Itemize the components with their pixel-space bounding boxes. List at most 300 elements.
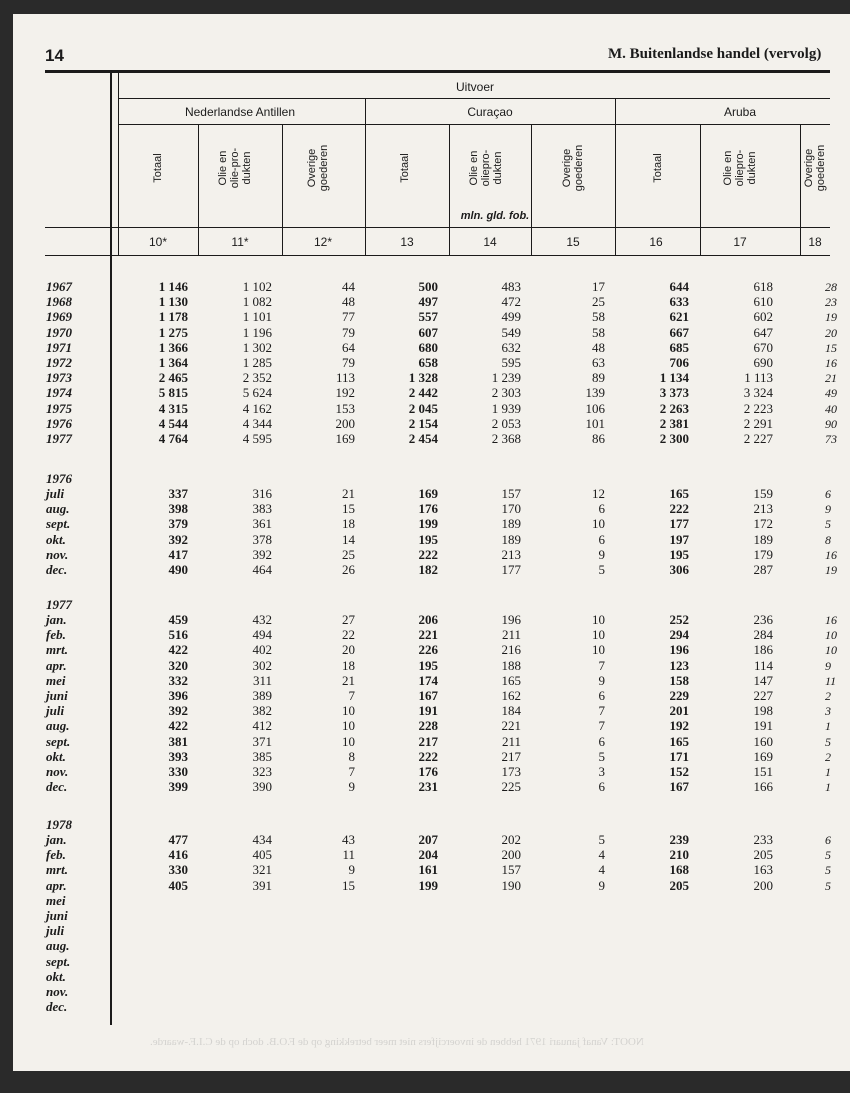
table-cell: 499 [501,309,521,325]
table-cell: 5 [598,832,605,847]
cut-off-column-value: 2 [825,689,831,703]
table-cell: 393 [168,748,188,764]
table-cell: 201 [669,703,689,719]
table-cell: 1 364 [158,355,188,370]
table-cell: 139 [585,385,605,401]
uitvoer-left-rule [118,72,119,255]
table-cell: 7 [348,688,355,703]
table-cell: 211 [501,627,521,643]
table-cell: 306 [669,562,689,577]
table-cell: 222 [669,501,689,517]
table-cell: 2 223 [743,400,773,416]
table-cell: 595 [501,355,521,370]
table-cell: 15 [342,877,355,893]
table-cell: 189 [501,531,521,547]
table-cell: 647 [753,324,773,340]
row-label: 1968 [46,294,72,310]
table-cell: 3 [598,764,605,779]
table-cell: 2 381 [659,415,689,431]
table-cell: 177 [669,516,689,532]
row-label: 1967 [46,279,72,294]
table-cell: 392 [168,531,188,547]
table-cell: 7 [598,657,605,673]
table-cell: 174 [418,672,438,688]
table-cell: 7 [598,703,605,719]
table-cell: 1 130 [158,294,188,310]
table-cell: 557 [418,309,438,325]
table-cell: 2 368 [491,431,521,446]
table-cell: 233 [753,832,773,847]
table-cell: 10 [592,627,605,643]
table-cell: 1 196 [242,324,272,340]
column-number: 13 [400,235,414,249]
table-cell: 191 [753,718,773,734]
row-label: sept. [46,516,71,532]
table-cell: 168 [669,862,689,878]
column-number: 14 [483,235,497,249]
table-cell: 417 [168,546,188,562]
table-cell: 392 [252,546,272,562]
table-cell: 11 [342,847,355,863]
header-unit: mln. gld. fob. [460,210,530,222]
table-cell: 610 [753,294,773,310]
table-cell: 10 [342,703,355,719]
table-cell: 390 [252,779,272,795]
table-cell: 43 [342,832,355,847]
table-cell: 382 [252,703,272,719]
table-cell: 176 [418,764,438,779]
table-cell: 1 082 [242,294,272,310]
row-label: 1972 [46,355,72,370]
cut-off-column-value: 5 [825,517,831,532]
table-cell: 516 [168,627,188,643]
column-number: 17 [733,235,747,249]
table-cell: 497 [418,294,438,310]
table-cell: 26 [342,562,355,577]
column-number: 18 [808,235,822,249]
table-cell: 162 [501,688,521,703]
table-cell: 706 [669,355,689,370]
header-aruba: Aruba [723,105,757,119]
table-cell: 199 [418,877,438,893]
table-cell: 44 [342,279,355,294]
table-cell: 27 [342,612,355,627]
row-label: 1976 [46,415,72,431]
table-cell: 494 [252,627,272,643]
table-cell: 6 [598,501,605,517]
column-label: Totaal [652,153,664,183]
column-number: 16 [649,235,663,249]
table-cell: 434 [252,832,272,847]
table-cell: 6 [598,733,605,749]
table-cell: 7 [348,764,355,779]
table-cell: 1 275 [158,324,188,340]
cut-off-column-value: 19 [825,563,837,577]
column-label: Overige goederen [306,144,330,192]
table-cell: 166 [753,779,773,795]
row-label: juli [46,923,65,939]
table-cell: 633 [669,294,689,310]
table-cell: 21 [342,486,355,501]
row-label: aug. [46,938,70,954]
cut-off-column-value: 5 [825,848,831,863]
table-cell: 15 [342,501,355,517]
table-cell: 17 [592,279,605,294]
table-cell: 189 [753,531,773,547]
table-cell: 2 465 [158,370,188,386]
table-cell: 171 [669,748,689,764]
row-label: juli [46,486,65,501]
table-cell: 58 [592,324,605,340]
uitvoer-rule [118,98,830,99]
table-cell: 383 [252,501,272,517]
table-cell: 2 263 [659,400,689,416]
row-label: juli [46,703,65,719]
table-cell: 151 [753,764,773,779]
table-cell: 402 [252,642,272,658]
cut-off-column-value: 40 [825,401,837,416]
table-cell: 602 [753,309,773,325]
table-cell: 396 [168,688,188,703]
cut-off-column-value: 6 [825,487,831,501]
table-cell: 618 [753,279,773,294]
table-cell: 2 227 [743,431,773,446]
header-nederlandse-antillen: Nederlandse Antillen [184,105,296,119]
table-cell: 2 154 [408,415,438,431]
table-cell: 169 [335,431,355,446]
table-cell: 332 [168,672,188,688]
table-cell: 206 [418,612,438,627]
table-cell: 680 [418,339,438,355]
row-label: nov. [46,546,69,562]
row-label: 1975 [46,400,72,416]
table-cell: 182 [418,562,438,577]
table-cell: 5 [598,748,605,764]
table-cell: 6 [598,779,605,795]
table-cell: 490 [168,562,188,577]
row-label: apr. [46,657,67,673]
table-cell: 213 [501,546,521,562]
group-divider-1 [365,99,366,255]
table-cell: 4 315 [158,400,188,416]
table-cell: 337 [168,486,188,501]
row-label: jan. [46,612,67,627]
cut-off-column-value: 23 [825,295,837,310]
table-cell: 9 [598,546,605,562]
table-cell: 1 102 [242,279,272,294]
col-divider [531,228,532,255]
table-cell: 10 [342,733,355,749]
table-cell: 195 [418,531,438,547]
table-cell: 549 [501,324,521,340]
row-label: nov. [46,984,69,999]
header-curacao: Curaçao [467,105,513,119]
row-label: mrt. [46,642,69,658]
table-cell: 284 [753,627,773,643]
header-uitvoer: Uitvoer [455,80,494,94]
table-cell: 2 291 [743,415,773,431]
table-cell: 2 454 [408,431,438,446]
row-label: mei [46,672,66,688]
table-cell: 10 [342,718,355,734]
table-top-rule [45,70,830,73]
table-cell: 222 [418,546,438,562]
table-cell: 670 [753,339,773,355]
scan-bottom-edge [0,1071,850,1093]
table-cell: 6 [598,688,605,703]
col-divider [198,125,199,255]
col-divider [449,228,450,255]
column-label: Totaal [399,153,411,183]
table-cell: 113 [335,370,355,386]
row-label: 1978 [46,817,72,832]
cut-off-column-value: 10 [825,628,837,643]
column-label: Overige goederen [561,144,585,192]
table-cell: 191 [418,703,438,719]
table-cell: 464 [252,562,272,577]
page-number: 14 [45,46,64,65]
table-cell: 196 [669,642,689,658]
row-label: 1977 [46,597,72,612]
row-label: dec. [46,999,68,1015]
table-cell: 86 [592,431,605,446]
table-cell: 18 [342,516,355,532]
table-cell: 432 [252,612,272,627]
cut-off-column-value: 19 [825,310,837,325]
col-divider [282,125,283,255]
table-cell: 9 [598,672,605,688]
row-label: mei [46,892,66,908]
table-cell: 1 146 [158,279,188,294]
table-cell: 2 352 [242,370,272,386]
table-cell: 101 [585,415,605,431]
table-cell: 153 [335,400,355,416]
table-cell: 252 [669,612,689,627]
row-label: 1977 [46,431,72,446]
table-cell: 685 [669,339,689,355]
table-cell: 477 [168,832,188,847]
row-label: aug. [46,501,70,517]
cut-off-column-value: 90 [825,416,837,431]
table-cell: 64 [342,339,355,355]
cut-off-column-value: 5 [825,863,831,878]
table-cell: 9 [348,862,355,878]
table-cell: 1 366 [158,339,188,355]
row-label: nov. [46,764,69,779]
table-cell: 205 [669,877,689,893]
row-label: okt. [46,968,66,984]
row-label: sept. [46,733,71,749]
table-cell: 198 [753,703,773,719]
table-cell: 63 [592,355,605,370]
table-cell: 169 [753,748,773,764]
table-cell: 190 [501,877,521,893]
table-cell: 472 [501,294,521,310]
row-label: juni [46,688,68,703]
table-cell: 165 [669,486,689,501]
cut-off-column-value: 20 [825,325,837,340]
cut-off-column-value: 1 [825,719,831,734]
cut-off-column-value: 5 [825,878,831,893]
row-label: okt. [46,531,66,547]
table-cell: 4 [598,862,605,878]
bleed-through-note: NOOT: Vanaf januari 1971 hebben de invoercijfers niet meer betrekking op de F.O.B. doch op de C.I.F.-waarde. [150,1036,644,1048]
table-cell: 658 [418,355,438,370]
table-cell: 1 101 [242,309,272,325]
table-cell: 385 [252,748,272,764]
table-cell: 202 [501,832,521,847]
table-cell: 226 [418,642,438,658]
table-cell: 225 [501,779,521,795]
table-cell: 416 [168,847,188,863]
column-label: Olie en oliepro- dukten [468,149,504,187]
table-cell: 205 [753,847,773,863]
col-divider [700,125,701,255]
table-cell: 2 045 [408,400,438,416]
table-cell: 165 [669,733,689,749]
table-cell: 9 [348,779,355,795]
table-cell: 398 [168,501,188,517]
table-cell: 311 [252,672,272,688]
column-number: 12* [313,235,333,249]
row-label: juni [46,908,68,923]
row-label: apr. [46,877,67,893]
cut-off-column-value: 10 [825,643,837,658]
table-cell: 323 [252,764,272,779]
table-cell: 405 [168,877,188,893]
row-label: mrt. [46,862,69,878]
table-cell: 196 [501,612,521,627]
row-label: aug. [46,718,70,734]
table-cell: 199 [418,516,438,532]
table-cell: 163 [753,862,773,878]
table-cell: 5 624 [242,385,272,401]
table-cell: 1 302 [242,339,272,355]
table-cell: 5 [598,562,605,577]
table-cell: 160 [753,733,773,749]
table-cell: 294 [669,627,689,643]
table-cell: 200 [501,847,521,863]
cut-off-column-value: 16 [825,356,837,370]
table-cell: 1 178 [158,309,188,325]
cut-off-column-value: 21 [825,371,837,386]
table-cell: 5 815 [158,385,188,401]
table-cell: 161 [418,862,438,878]
table-cell: 89 [592,370,605,386]
row-label: 1973 [46,370,72,386]
table-cell: 371 [252,733,272,749]
table-cell: 2 300 [659,431,689,446]
table-cell: 48 [592,339,605,355]
table-cell: 106 [585,400,605,416]
table-cell: 170 [501,501,521,517]
running-head: M. Buitenlandse handel (vervolg) [608,46,822,62]
table-cell: 157 [501,862,521,878]
table-cell: 330 [168,862,188,878]
table-cell: 195 [418,657,438,673]
colnum-bottom-rule [45,255,830,256]
table-cell: 4 162 [242,400,272,416]
table-cell: 189 [501,516,521,532]
cut-off-column-value: 1 [825,765,831,779]
table-cell: 330 [168,764,188,779]
table-cell: 147 [753,672,773,688]
table-cell: 213 [753,501,773,517]
table-cell: 302 [252,657,272,673]
table-cell: 200 [753,877,773,893]
table-cell: 227 [753,688,773,703]
table-cell: 165 [501,672,521,688]
table-cell: 9 [598,877,605,893]
row-label: feb. [46,627,66,643]
cut-off-column-value: 28 [825,280,837,294]
table-cell: 8 [348,748,355,764]
row-label: 1969 [46,309,72,325]
table-cell: 690 [753,355,773,370]
table-cell: 167 [669,779,689,795]
table-cell: 192 [669,718,689,734]
cut-off-column-value: 1 [825,780,831,795]
row-label: 1974 [46,385,72,401]
table-cell: 2 053 [491,415,521,431]
table-cell: 361 [252,516,272,532]
table-cell: 18 [342,657,355,673]
table-cell: 7 [598,718,605,734]
row-label: 1976 [46,471,72,486]
row-label: feb. [46,847,66,863]
table-cell: 158 [669,672,689,688]
table-cell: 179 [753,546,773,562]
table-cell: 48 [342,294,355,310]
cut-off-column-value: 8 [825,532,831,547]
table-cell: 79 [342,324,355,340]
cut-off-column-value: 16 [825,613,837,627]
row-label: okt. [46,748,66,764]
table-cell: 459 [168,612,188,627]
table-cell: 22 [342,627,355,643]
column-number: 15 [566,235,580,249]
table-cell: 3 324 [743,385,773,401]
table-cell: 412 [252,718,272,734]
table-cell: 25 [342,546,355,562]
row-label: dec. [46,779,68,795]
cut-off-column-value: 16 [825,547,837,562]
table-cell: 391 [252,877,272,893]
table-cell: 1 239 [491,370,521,386]
table-cell: 169 [418,486,438,501]
table-cell: 4 595 [242,431,272,446]
cut-off-column-value: 73 [825,432,837,446]
table-cell: 167 [418,688,438,703]
table-cell: 77 [342,309,355,325]
table-cell: 221 [418,627,438,643]
cut-off-column-value: 9 [825,502,831,517]
table-cell: 207 [418,832,438,847]
table-cell: 204 [418,847,438,863]
table-cell: 4 [598,847,605,863]
table-cell: 159 [753,486,773,501]
table-cell: 667 [669,324,689,340]
table-cell: 621 [669,309,689,325]
table-cell: 483 [501,279,521,294]
table-cell: 195 [669,546,689,562]
table-cell: 320 [168,657,188,673]
table-cell: 10 [592,516,605,532]
table-cell: 21 [342,672,355,688]
table-cell: 607 [418,324,438,340]
table-cell: 217 [418,733,438,749]
table-cell: 177 [501,562,521,577]
